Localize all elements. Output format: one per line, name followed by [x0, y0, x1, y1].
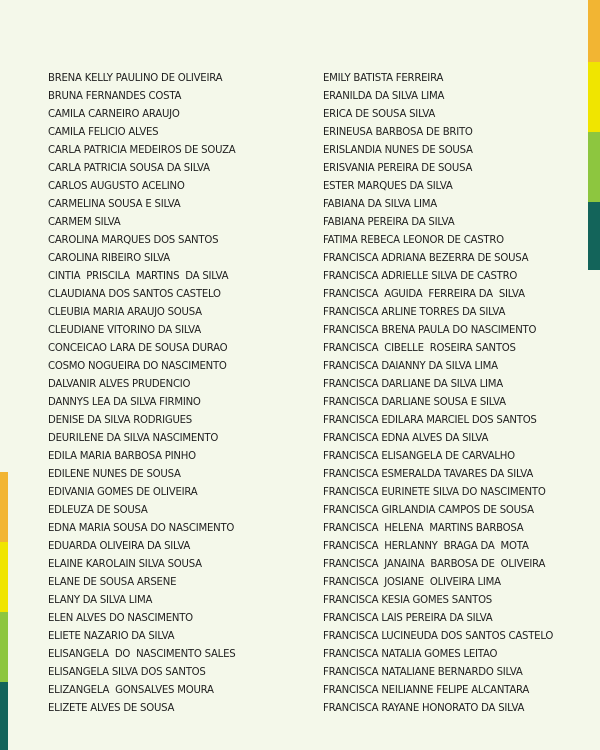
stripe-yellow-left [0, 542, 8, 612]
name-entry: FRANCISCA JANAINA BARBOSA DE OLIVEIRA [323, 557, 546, 570]
name-entry: EDIVANIA GOMES DE OLIVEIRA [48, 485, 198, 498]
name-entry: CAMILA CARNEIRO ARAUJO [48, 107, 180, 120]
name-entry: BRENA KELLY PAULINO DE OLIVEIRA [48, 71, 223, 84]
name-entry: BRUNA FERNANDES COSTA [48, 89, 182, 102]
name-entry: CARMEM SILVA [48, 215, 121, 228]
name-entry: ELAINE KAROLAIN SILVA SOUSA [48, 557, 202, 570]
stripe-teal-right [588, 202, 600, 270]
name-entry: FRANCISCA EDNA ALVES DA SILVA [323, 431, 489, 444]
name-list-right [323, 69, 585, 717]
name-entry: CLAUDIANA DOS SANTOS CASTELO [48, 287, 221, 300]
name-entry: EDNA MARIA SOUSA DO NASCIMENTO [48, 521, 235, 534]
name-entry: FRANCISCA DAIANNY DA SILVA LIMA [323, 359, 498, 372]
name-entry: FRANCISCA ADRIANA BEZERRA DE SOUSA [323, 251, 529, 264]
stripe-orange-right [588, 0, 600, 62]
name-entry: ELIZETE ALVES DE SOUSA [48, 701, 175, 714]
name-entry: FRANCISCA ELISANGELA DE CARVALHO [323, 449, 515, 462]
name-entry: ELISANGELA DO NASCIMENTO SALES [48, 647, 236, 660]
name-entry: DALVANIR ALVES PRUDENCIO [48, 377, 191, 390]
name-entry: FRANCISCA CIBELLE ROSEIRA SANTOS [323, 341, 516, 354]
stripe-yellow-right [588, 62, 600, 132]
name-entry: DENISE DA SILVA RODRIGUES [48, 413, 193, 426]
name-entry: FRANCISCA BRENA PAULA DO NASCIMENTO [323, 323, 537, 336]
name-entry: COSMO NOGUEIRA DO NASCIMENTO [48, 359, 227, 372]
name-entry: EDLEUZA DE SOUSA [48, 503, 148, 516]
name-entry: EMILY BATISTA FERREIRA [323, 71, 444, 84]
name-entry: CAROLINA RIBEIRO SILVA [48, 251, 170, 264]
name-entry: ELANE DE SOUSA ARSENE [48, 575, 177, 588]
name-entry: ERINEUSA BARBOSA DE BRITO [323, 125, 473, 138]
name-entry: FRANCISCA GIRLANDIA CAMPOS DE SOUSA [323, 503, 534, 516]
name-entry: CLEUBIA MARIA ARAUJO SOUSA [48, 305, 202, 318]
name-list-left [48, 69, 303, 717]
name-entry: ERISLANDIA NUNES DE SOUSA [323, 143, 473, 156]
name-entry: CARLOS AUGUSTO ACELINO [48, 179, 185, 192]
name-entry: FABIANA DA SILVA LIMA [323, 197, 437, 210]
name-entry: DANNYS LEA DA SILVA FIRMINO [48, 395, 201, 408]
name-entry: FRANCISCA NATALIA GOMES LEITAO [323, 647, 498, 660]
name-entry: FRANCISCA EDILARA MARCIEL DOS SANTOS [323, 413, 537, 426]
stripe-teal-left [0, 682, 8, 750]
name-entry: DEURILENE DA SILVA NASCIMENTO [48, 431, 219, 444]
name-entry: CLEUDIANE VITORINO DA SILVA [48, 323, 201, 336]
name-entry: FRANCISCA KESIA GOMES SANTOS [323, 593, 493, 606]
stripe-green-left [0, 612, 8, 682]
name-entry: FRANCISCA EURINETE SILVA DO NASCIMENTO [323, 485, 546, 498]
name-entry: FRANCISCA ESMERALDA TAVARES DA SILVA [323, 467, 534, 480]
name-entry: FRANCISCA DARLIANE DA SILVA LIMA [323, 377, 503, 390]
name-entry: FRANCISCA NATALIANE BERNARDO SILVA [323, 665, 523, 678]
name-entry: FRANCISCA HELENA MARTINS BARBOSA [323, 521, 524, 534]
name-entry: CINTIA PRISCILA MARTINS DA SILVA [48, 269, 229, 282]
name-entry: ESTER MARQUES DA SILVA [323, 179, 453, 192]
name-entry: CARLA PATRICIA SOUSA DA SILVA [48, 161, 210, 174]
name-entry: ERICA DE SOUSA SILVA [323, 107, 436, 120]
name-entry: FABIANA PEREIRA DA SILVA [323, 215, 455, 228]
name-entry: ERANILDA DA SILVA LIMA [323, 89, 445, 102]
name-entry: FRANCISCA ADRIELLE SILVA DE CASTRO [323, 269, 518, 282]
name-entry: FRANCISCA LUCINEUDA DOS SANTOS CASTELO [323, 629, 554, 642]
name-entry: ELIETE NAZARIO DA SILVA [48, 629, 175, 642]
name-entry: EDILENE NUNES DE SOUSA [48, 467, 181, 480]
name-entry: EDUARDA OLIVEIRA DA SILVA [48, 539, 191, 552]
name-entry: ERISVANIA PEREIRA DE SOUSA [323, 161, 473, 174]
name-entry: FRANCISCA DARLIANE SOUSA E SILVA [323, 395, 506, 408]
name-entry: ELISANGELA SILVA DOS SANTOS [48, 665, 206, 678]
name-entry: CAMILA FELICIO ALVES [48, 125, 159, 138]
name-entry: ELIZANGELA GONSALVES MOURA [48, 683, 214, 696]
name-entry: FRANCISCA NEILIANNE FELIPE ALCANTARA [323, 683, 530, 696]
name-entry: FATIMA REBECA LEONOR DE CASTRO [323, 233, 504, 246]
stripe-green-right [588, 132, 600, 202]
name-entry: FRANCISCA RAYANE HONORATO DA SILVA [323, 701, 525, 714]
name-entry: CARMELINA SOUSA E SILVA [48, 197, 181, 210]
name-entry: FRANCISCA HERLANNY BRAGA DA MOTA [323, 539, 529, 552]
name-entry: ELEN ALVES DO NASCIMENTO [48, 611, 193, 624]
name-entry: CONCEICAO LARA DE SOUSA DURAO [48, 341, 228, 354]
name-entry: FRANCISCA LAIS PEREIRA DA SILVA [323, 611, 493, 624]
name-entry: FRANCISCA ARLINE TORRES DA SILVA [323, 305, 506, 318]
name-entry: FRANCISCA JOSIANE OLIVEIRA LIMA [323, 575, 501, 588]
name-entry: CAROLINA MARQUES DOS SANTOS [48, 233, 219, 246]
name-entry: FRANCISCA AGUIDA FERREIRA DA SILVA [323, 287, 525, 300]
name-entry: EDILA MARIA BARBOSA PINHO [48, 449, 196, 462]
name-entry: ELANY DA SILVA LIMA [48, 593, 153, 606]
name-entry: CARLA PATRICIA MEDEIROS DE SOUZA [48, 143, 236, 156]
stripe-orange-left [0, 472, 8, 542]
